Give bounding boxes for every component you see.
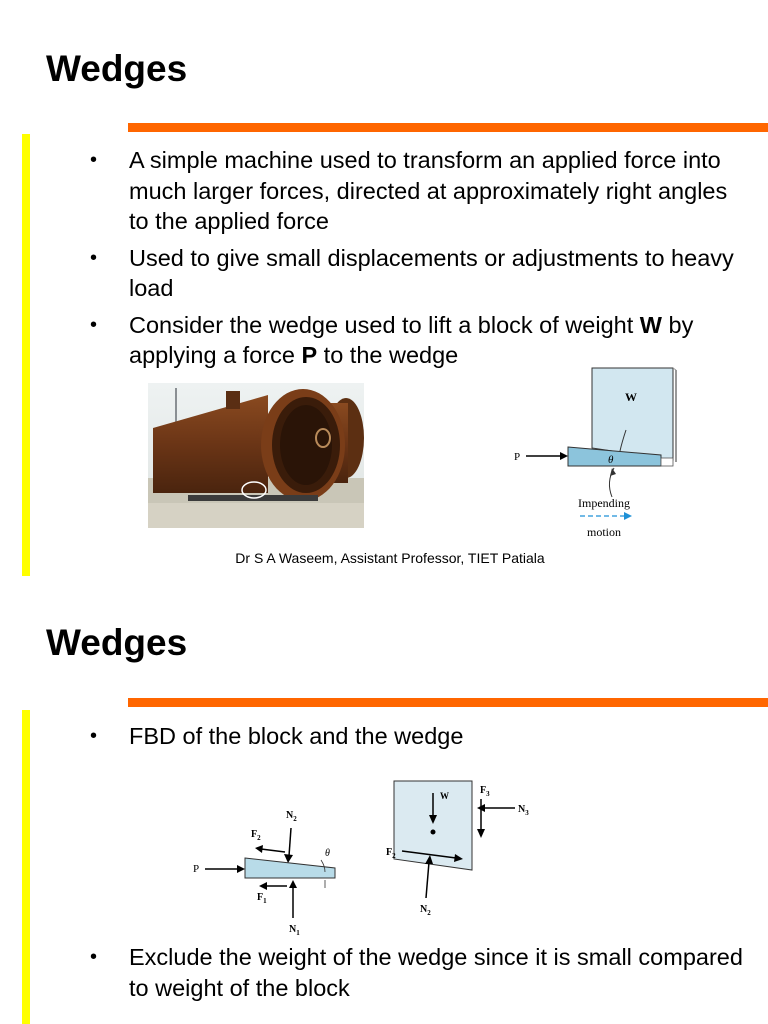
bullet-dot: •	[90, 946, 98, 968]
fbd-p-label: P	[193, 863, 200, 875]
pipe-photo	[148, 383, 364, 528]
fbd-n2-label: $N_2$	[286, 810, 297, 823]
bullet-dot: •	[90, 149, 98, 171]
fbd-n1-label: $N_1$	[289, 924, 300, 937]
slide-title: Wedges	[46, 48, 188, 89]
bullet-text: to the wedge	[317, 342, 459, 368]
block-w-label: W	[440, 791, 449, 801]
motion-label: motion	[587, 525, 622, 539]
title-rule	[128, 698, 768, 707]
block-f3-label: $F_3$	[480, 785, 490, 798]
fbd-f2-label: $F_2$	[251, 829, 261, 842]
wedge-angle-label: θ	[608, 454, 614, 466]
bullet-text: Used to give small displacements or adjustments to heavy load	[129, 244, 734, 301]
title-rule	[128, 123, 768, 132]
bullet-item	[0, 942, 768, 1003]
bullet-dot: •	[90, 246, 98, 269]
block-fbd-diagram	[380, 775, 550, 940]
bullet-text: Consider the wedge used to lift a block of weight	[129, 311, 640, 338]
block-n3-label: $N_3$	[518, 804, 529, 817]
fbd-f1-label: $F_1$	[257, 892, 267, 905]
bullet-text: FBD of the block and the wedge	[129, 723, 464, 749]
bullet-list	[0, 145, 768, 377]
block-f2-label: $F_2$	[386, 847, 396, 860]
bullet-text: Exclude the weight of the wedge since it is small compared to weight of the block	[129, 944, 743, 1001]
bullet-list	[0, 721, 768, 758]
bullet-dot: •	[90, 313, 98, 336]
bullet-text: A simple machine used to transform an applied force into much larger forces, directed at approximately right angles to the applied force	[129, 147, 728, 234]
applied-force-label: P	[514, 451, 521, 463]
slide-caption: Dr S A Waseem, Assistant Professor, TIET Patiala	[235, 550, 545, 566]
block-n2-label: $N_2$	[420, 904, 431, 917]
weight-symbol: W	[639, 311, 662, 338]
wedge-fbd-diagram	[185, 800, 355, 940]
bullet-item	[0, 721, 768, 752]
wedge-block-diagram	[508, 350, 688, 545]
slide-title: Wedges	[46, 622, 188, 663]
impending-label: Impending	[578, 496, 630, 510]
bullet-dot: •	[90, 725, 98, 747]
bullet-item	[0, 243, 768, 304]
bullet-list-2	[0, 942, 768, 1009]
fbd-theta-label: θ	[325, 848, 330, 859]
slide-2	[0, 580, 768, 1024]
block-weight-label: W	[625, 390, 637, 404]
bullet-item	[0, 145, 768, 237]
bullet-text: by applying a force	[129, 311, 694, 368]
force-symbol: P	[301, 342, 318, 368]
